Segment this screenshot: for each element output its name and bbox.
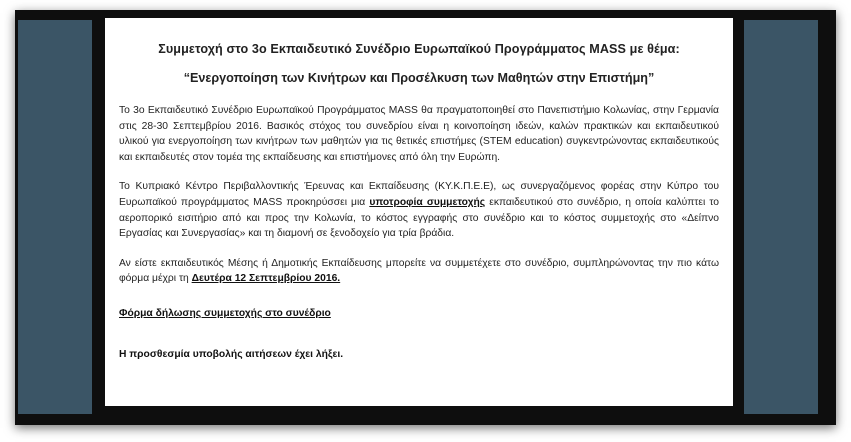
- article-subtitle: “Ενεργοποίηση των Κινήτρων και Προσέλκυση των Μαθητών στην Επιστήμη”: [183, 71, 655, 85]
- paragraph-eligibility-text: Αν είστε εκπαιδευτικός Μέσης ή Δημοτικής Εκπαίδευσης μπορείτε να συμμετέχετε στο συνέδριο, συμπληρώνοντας την πιο κάτω φόρμα μέχρι τη: [119, 257, 719, 285]
- article-title: Συμμετοχή στο 3ο Εκπαιδευτικό Συνέδριο Ευρωπαϊκού Προγράμματος MASS με θέμα:: [158, 42, 680, 56]
- registration-form-link[interactable]: Φόρμα δήλωσης συμμετοχής στο συνέδριο: [119, 307, 331, 319]
- paragraph-eligibility: [119, 256, 719, 287]
- paragraph-conference-info: Το 3ο Εκπαιδευτικό Συνέδριο Ευρωπαϊκού Προγράμματος MASS θα πραγματοποιηθεί στο Πανεπιστήμιο Κολωνίας, στην Γερμανία στις 28-30 Σεπτεμβρίου 2016. Βασικός στόχος του συνεδρίου είναι η κοινοποίηση ιδεών, καλών πρακτικών και εκπαιδευτικού υλικού για ενεργοποίηση των κινήτρων των μαθητών για τις θετικές επιστήμες (STEM education) συγκεντρώνοντας εκπαιδευτικούς και εκπαιδευτές στον τομέα της εκπαίδευσης και επιστήμονες από όλη την Ευρώπη.: [119, 105, 719, 163]
- paragraph-scholarship: [119, 179, 719, 241]
- scholarship-link[interactable]: υποτροφία συμμετοχής: [369, 196, 486, 208]
- left-side-panel: [18, 20, 92, 414]
- deadline-date-link[interactable]: Δευτέρα 12 Σεπτεμβρίου 2016.: [191, 273, 341, 285]
- deadline-expired-notice: Η προσθεσμία υποβολής αιτήσεων έχει λήξει.: [119, 348, 344, 360]
- paragraph-scholarship-text-before: Το Κυπριακό Κέντρο Περιβαλλοντικής Έρευνας και Εκπαίδευσης (ΚΥ.Κ.Π.Ε.Ε), ως συνεργαζόμενος φορέας στην Κύπρο του Ευρωπαϊκού προγράμματος MASS προκηρύσσει μια: [119, 181, 719, 208]
- right-side-panel: [744, 20, 818, 414]
- paragraph-scholarship-text-after: εκπαιδευτικού στο συνέδριο, η οποία καλύπτει το αεροπορικό εισιτήριο από και προς την Κολωνία, το κόστος εγγραφής στο συνέδριο και το κόστος συμμετοχής στο «Δείπνο Εργασίας και Συνεργασίας» και τη διαμονή σε ξενοδοχείο για τρία βράδια.: [119, 196, 719, 240]
- article-page: [105, 18, 733, 406]
